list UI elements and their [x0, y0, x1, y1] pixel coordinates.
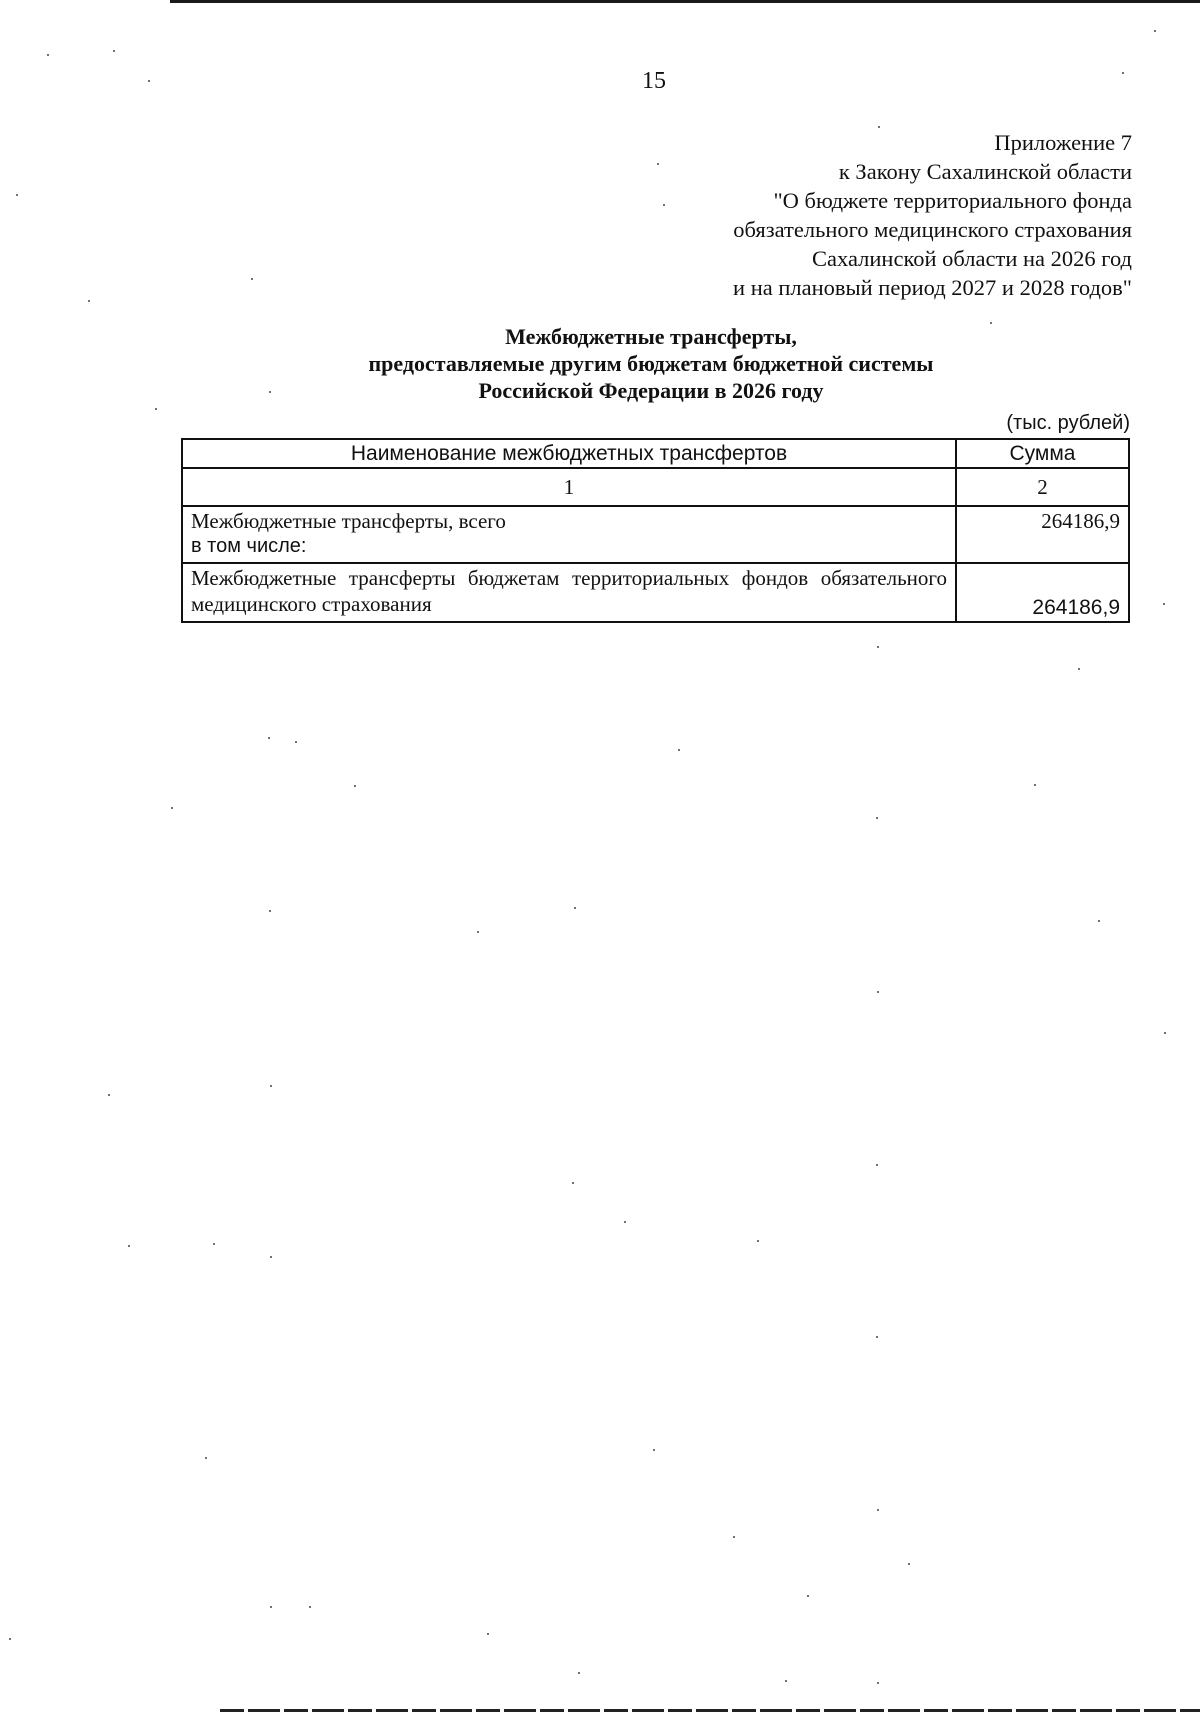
column-number: 2	[956, 468, 1129, 506]
column-number: 1	[182, 468, 956, 506]
transfers-table	[181, 438, 1130, 623]
row-name: Межбюджетные трансферты, всего	[191, 509, 506, 533]
scan-speck	[270, 1256, 272, 1258]
table-header-row	[182, 439, 1129, 468]
appendix-line: Приложение 7	[994, 130, 1132, 155]
column-number-row	[182, 468, 1129, 506]
scan-speck	[113, 50, 115, 52]
units-label: (тыс. рублей)	[1006, 412, 1130, 434]
appendix-reference	[733, 128, 1132, 302]
scan-speck	[270, 1085, 272, 1087]
scan-speck	[213, 1243, 215, 1245]
row-name: Межбюджетные трансферты бюджетам территориальных фондов обязательного медицинского страхования	[182, 563, 956, 622]
appendix-line: к Закону Сахалинской области	[838, 159, 1132, 184]
scan-speck	[876, 1164, 878, 1166]
scan-speck	[268, 737, 270, 739]
scan-speck	[877, 991, 879, 993]
scan-speck	[757, 1240, 759, 1242]
scan-speck	[876, 817, 878, 819]
scan-speck	[624, 1221, 626, 1223]
scan-speck	[653, 1449, 655, 1451]
scan-speck	[785, 1680, 787, 1682]
scan-speck	[88, 300, 90, 302]
scan-speck	[269, 910, 271, 912]
scan-speck	[877, 646, 879, 648]
scan-speck	[1164, 1032, 1166, 1034]
row-amount: 264186,9	[956, 563, 1129, 622]
appendix-line: и на плановый период 2027 и 2028 годов"	[733, 275, 1132, 300]
scan-speck	[9, 1638, 11, 1640]
scan-speck	[309, 1606, 311, 1608]
scan-speck	[205, 1457, 207, 1459]
scan-speck	[990, 322, 992, 324]
scan-speck	[877, 1682, 879, 1684]
scan-speck	[487, 1633, 489, 1635]
document-title	[0, 323, 1200, 404]
scan-speck	[572, 1182, 574, 1184]
scan-speck	[128, 1245, 130, 1247]
scan-speck	[269, 391, 271, 393]
table-row	[182, 563, 1129, 622]
scan-speck	[477, 931, 479, 933]
scan-speck	[574, 907, 576, 909]
scan-speck	[171, 807, 173, 809]
scan-speck	[16, 194, 18, 196]
title-line: предоставляемые другим бюджетам бюджетной системы	[368, 351, 934, 376]
appendix-line: Сахалинской области на 2026 год	[812, 246, 1132, 271]
scan-speck	[148, 80, 150, 82]
page-number: 15	[642, 68, 666, 94]
scan-speck	[663, 204, 665, 206]
scan-speck	[877, 1509, 879, 1511]
title-line: Межбюджетные трансферты,	[505, 324, 797, 349]
scan-speck	[657, 163, 659, 165]
scan-speck	[807, 1595, 809, 1597]
scan-edge-top	[170, 0, 1200, 3]
title-line: Российской Федерации в 2026 году	[478, 378, 824, 403]
scan-speck	[1154, 30, 1156, 32]
scan-speck	[878, 126, 880, 128]
scan-speck	[678, 749, 680, 751]
scan-speck	[1078, 668, 1080, 670]
row-subtitle: в том числе:	[191, 535, 307, 557]
scan-speck	[108, 1094, 110, 1096]
scan-speck	[578, 1672, 580, 1674]
scan-speck	[908, 1563, 910, 1565]
scan-speck	[1098, 920, 1100, 922]
column-header-amount: Сумма	[956, 439, 1129, 468]
scan-speck	[1122, 72, 1124, 74]
scan-speck	[354, 785, 356, 787]
scan-speck	[1034, 784, 1036, 786]
scan-speck	[47, 54, 49, 56]
scan-speck	[155, 408, 157, 410]
scan-speck	[876, 1336, 878, 1338]
appendix-line: обязательного медицинского страхования	[733, 217, 1132, 242]
scan-speck	[251, 278, 253, 280]
scan-speck	[295, 741, 297, 743]
scan-speck	[733, 1536, 735, 1538]
table-row	[182, 506, 1129, 563]
row-amount: 264186,9	[956, 506, 1129, 563]
appendix-line: "О бюджете территориального фонда	[773, 188, 1132, 213]
scan-edge-bottom	[220, 1709, 1200, 1712]
scan-speck	[270, 1606, 272, 1608]
column-header-name: Наименование межбюджетных трансфертов	[182, 439, 956, 468]
scan-speck	[1163, 603, 1165, 605]
row-name-cell	[182, 506, 956, 563]
